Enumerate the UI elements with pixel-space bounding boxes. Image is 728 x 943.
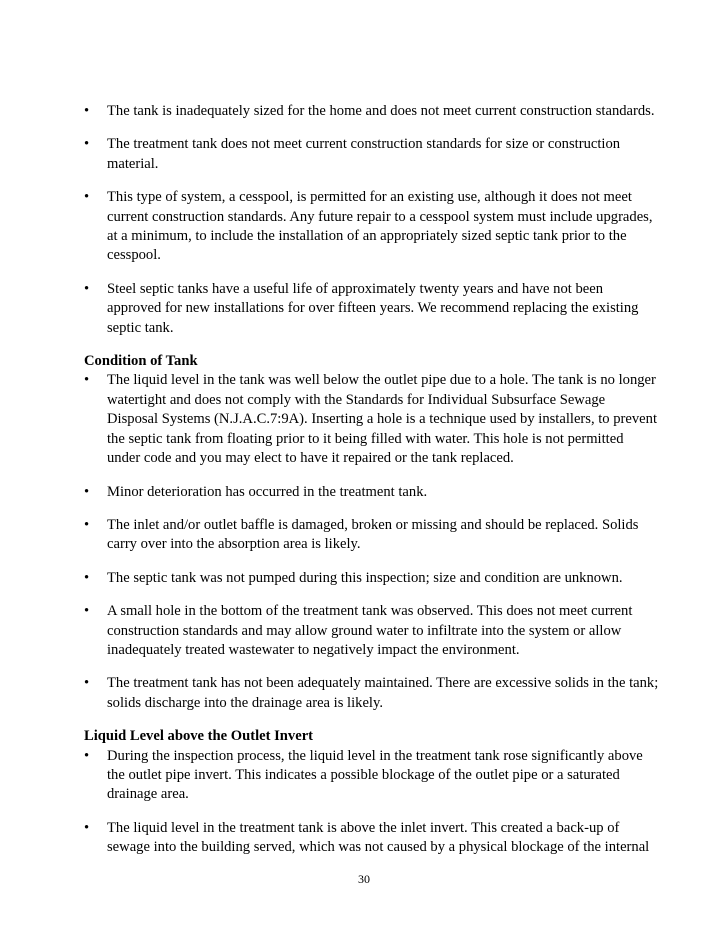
- bullet-item: [84, 135, 659, 174]
- bullet-text: Steel septic tanks have a useful life of approximately twenty years and have not been approved for new installations for over fifteen years. We recommend replacing the existing septic tank.: [107, 280, 639, 336]
- bullet-item: [84, 747, 659, 805]
- bullet-item: [84, 674, 659, 713]
- bullet-icon: •: [84, 103, 90, 119]
- bullet-text: The inlet and/or outlet baffle is damaged, broken or missing and should be replaced. Solids carry over into the absorption area is likely.: [107, 516, 639, 553]
- bullet-icon: •: [84, 189, 90, 206]
- bullet-icon: •: [84, 603, 90, 620]
- bullet-icon: •: [84, 280, 90, 297]
- bullet-item: [84, 602, 659, 660]
- page-number: 30: [358, 872, 370, 886]
- bullet-item: [84, 483, 659, 502]
- bullet-text: The tank is inadequately sized for the home and does not meet current construction standards.: [107, 103, 655, 119]
- bullet-icon: •: [84, 819, 90, 836]
- section-heading-liquid-level: Liquid Level above the Outlet Invert: [84, 728, 314, 745]
- bullet-icon: •: [84, 516, 90, 533]
- page-body: [84, 102, 659, 872]
- bullet-item: [84, 280, 659, 338]
- bullet-icon: •: [84, 569, 90, 586]
- bullet-text: During the inspection process, the liquid level in the treatment tank rose significantly above the outlet pipe invert. This indicates a possible blockage of the outlet pipe or a saturated drainage area.: [107, 747, 643, 803]
- bullet-icon: •: [84, 483, 90, 500]
- bullet-item: [84, 819, 659, 858]
- bullet-text: The septic tank was not pumped during this inspection; size and condition are unknown.: [107, 569, 623, 586]
- bullet-icon: •: [84, 675, 90, 692]
- section-heading-condition-of-tank: Condition of Tank: [84, 353, 198, 370]
- bullet-text: The treatment tank has not been adequately maintained. There are excessive solids in the tank; solids discharge into the drainage area is likely.: [107, 675, 659, 711]
- bullet-icon: •: [84, 136, 90, 153]
- bullet-text: The liquid level in the tank was well below the outlet pipe due to a hole. The tank is no longer watertight and does not comply with the Standards for Individual Subsurface Sewage Disposal Systems (N.J.A.C.7:9A). Inserting a hole is a technique used by installers, to prevent the septic tank from floating prior to it being filled with water. This hole is not permitted under code and you may elect to have it repaired or the tank replaced.: [107, 372, 658, 467]
- bullet-item: [84, 569, 659, 588]
- bullet-item: [84, 102, 659, 121]
- bullet-icon: •: [84, 372, 90, 389]
- bullet-text: Minor deterioration has occurred in the treatment tank.: [107, 483, 428, 500]
- bullet-text: The treatment tank does not meet current construction standards for size or construction material.: [107, 136, 621, 172]
- bullet-item: [84, 371, 659, 468]
- bullet-text: This type of system, a cesspool, is permitted for an existing use, although it does not meet current construction standards. Any future repair to a cesspool system must include upgrades, at a minimum, to include the installation of an appropriately sized septic tank prior to the cesspool.: [107, 189, 653, 264]
- bullet-item: [84, 188, 659, 266]
- bullet-text: A small hole in the bottom of the treatment tank was observed. This does not meet current construction standards and may allow ground water to infiltrate into the system or allow inadequately treated wastewater to negatively impact the environment.: [107, 603, 633, 658]
- bullet-icon: •: [84, 747, 90, 764]
- bullet-text: The liquid level in the treatment tank is above the inlet invert. This created a back-up of sewage into the building served, which was not caused by a physical blockage of the internal: [107, 819, 650, 856]
- bullet-item: [84, 516, 659, 555]
